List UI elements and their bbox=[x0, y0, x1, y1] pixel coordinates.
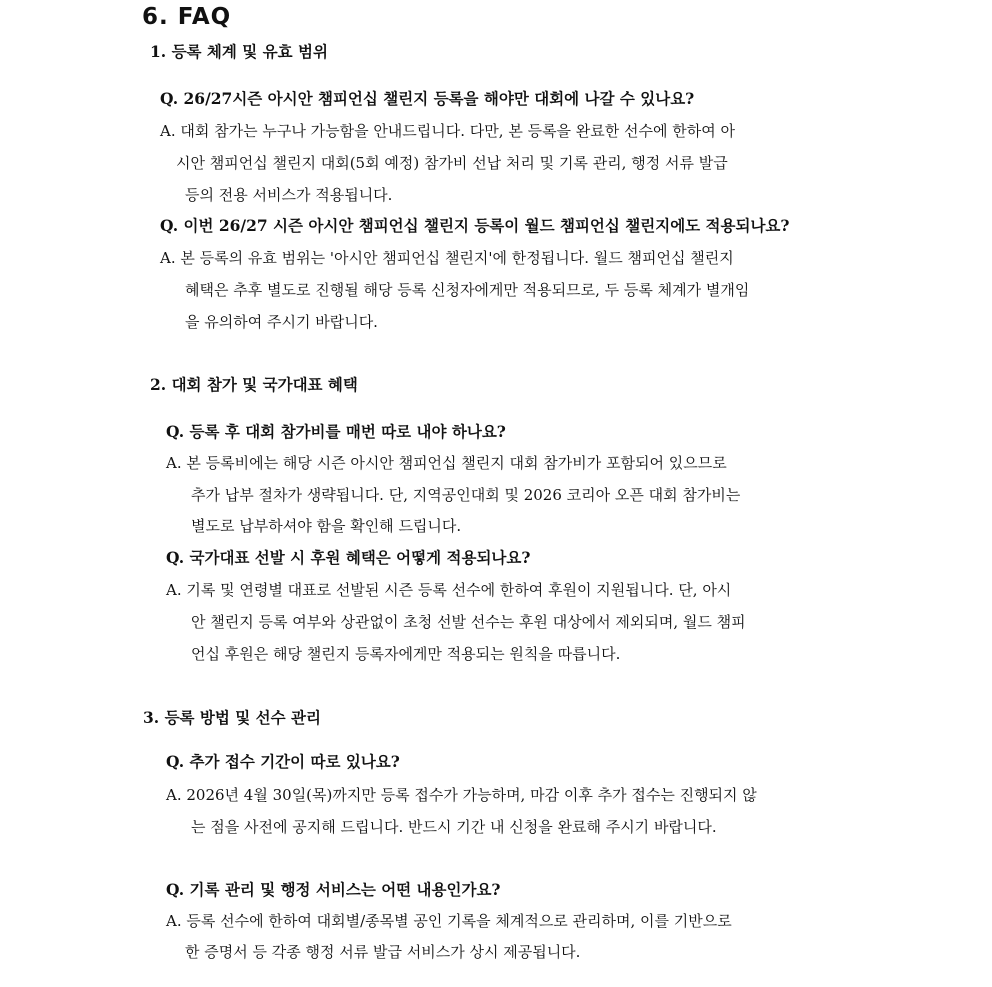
faq-answer-line: A. 본 등록비에는 해당 시즌 아시안 챔피언십 챌린지 대회 참가비가 포함되어 있으므로 bbox=[166, 454, 727, 472]
faq-answer-line: 을 유의하여 주시기 바랍니다. bbox=[185, 313, 378, 331]
faq-answer-line: A. 대회 참가는 누구나 가능함을 안내드립니다. 다만, 본 등록을 완료한 선수에 한하여 아 bbox=[160, 122, 736, 140]
faq-answer-line: A. 본 등록의 유효 범위는 '아시안 챔피언십 챌린지'에 한정됩니다. 월드 챔피언십 챌린지 bbox=[160, 249, 734, 267]
faq-answer-line: 는 점을 사전에 공지해 드립니다. 반드시 기간 내 신청을 완료해 주시기 바랍니다. bbox=[191, 818, 717, 836]
section-heading: 3. 등록 방법 및 선수 관리 bbox=[143, 708, 321, 727]
faq-answer-line: 혜택은 추후 별도로 진행될 해당 등록 신청자에게만 적용되므로, 두 등록 체계가 별개임 bbox=[185, 281, 750, 299]
faq-answer-line: 안 챌린지 등록 여부와 상관없이 초청 선발 선수는 후원 대상에서 제외되며, 월드 챔피 bbox=[191, 613, 746, 631]
faq-question: Q. 26/27시즌 아시안 챔피언십 챌린지 등록을 해야만 대회에 나갈 수 있나요? bbox=[160, 89, 695, 108]
faq-question: Q. 기록 관리 및 행정 서비스는 어떤 내용인가요? bbox=[166, 880, 501, 899]
faq-answer-line: 한 증명서 등 각종 행정 서류 발급 서비스가 상시 제공됩니다. bbox=[185, 943, 581, 961]
faq-answer-line: 등의 전용 서비스가 적용됩니다. bbox=[185, 186, 393, 204]
faq-question: Q. 이번 26/27 시즌 아시안 챔피언십 챌린지 등록이 월드 챔피언십 챌린지에도 적용되나요? bbox=[160, 216, 790, 235]
faq-answer-line: 언십 후원은 해당 챌린지 등록자에게만 적용되는 원칙을 따릅니다. bbox=[191, 645, 621, 663]
section-heading: 2. 대회 참가 및 국가대표 혜택 bbox=[150, 375, 358, 394]
faq-answer-line: 시안 챔피언십 챌린지 대회(5회 예정) 참가비 선납 처리 및 기록 관리, 행정 서류 발급 bbox=[176, 154, 728, 172]
faq-question: Q. 국가대표 선발 시 후원 혜택은 어떻게 적용되나요? bbox=[166, 548, 531, 567]
faq-answer-line: 별도로 납부하셔야 함을 확인해 드립니다. bbox=[191, 517, 462, 535]
faq-question: Q. 추가 접수 기간이 따로 있나요? bbox=[166, 752, 400, 771]
section-heading: 1. 등록 체계 및 유효 범위 bbox=[150, 42, 328, 61]
faq-answer-line: 추가 납부 절차가 생략됩니다. 단, 지역공인대회 및 2026 코리아 오픈 대회 참가비는 bbox=[191, 486, 741, 504]
faq-answer-line: A. 기록 및 연령별 대표로 선발된 시즌 등록 선수에 한하여 후원이 지원됩니다. 단, 아시 bbox=[166, 581, 732, 599]
faq-question: Q. 등록 후 대회 참가비를 매번 따로 내야 하나요? bbox=[166, 422, 506, 441]
faq-answer-line: A. 등록 선수에 한하여 대회별/종목별 공인 기록을 체계적으로 관리하며, 이를 기반으로 bbox=[166, 912, 732, 930]
faq-answer-line: A. 2026년 4월 30일(목)까지만 등록 접수가 가능하며, 마감 이후 추가 접수는 진행되지 않 bbox=[166, 786, 757, 804]
page-title: 6. FAQ bbox=[142, 4, 232, 30]
